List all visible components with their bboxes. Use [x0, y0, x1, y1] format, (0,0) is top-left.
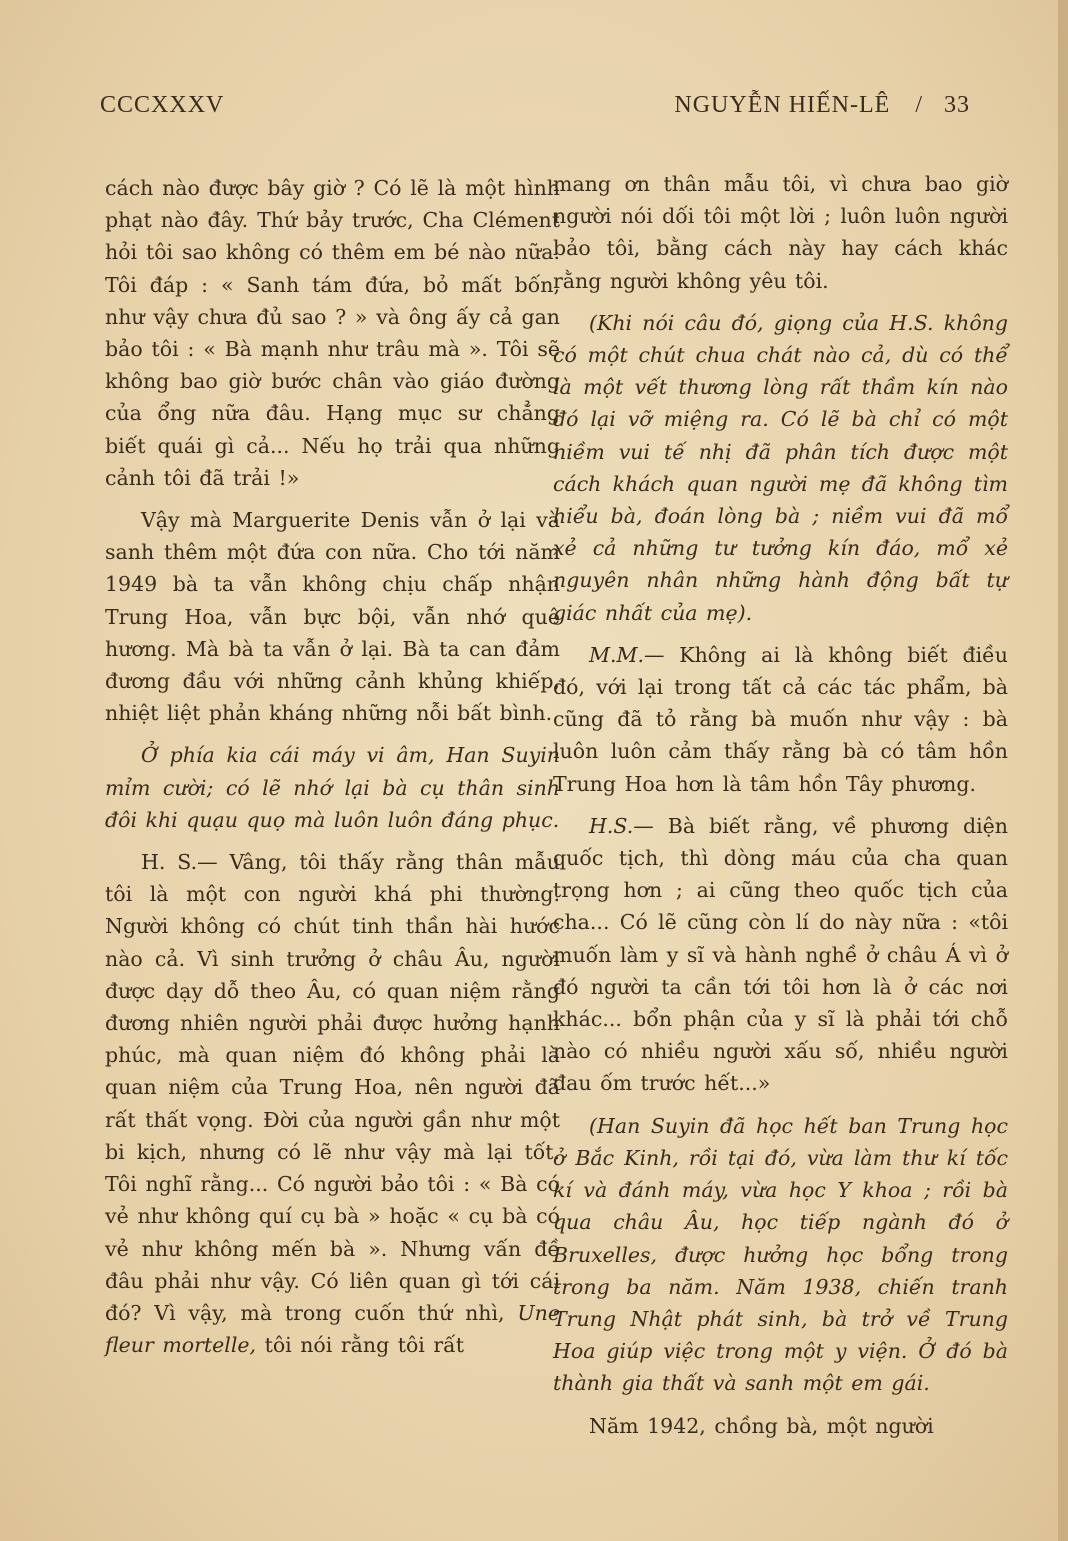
italic-note: Ở phía kia cái máy vi âm, Han Suyin mỉm cười; có lẽ nhớ lại bà cụ thân sinh đôi khi quạu quọ mà luôn luôn đáng phục. [105, 743, 560, 832]
dialogue-text: Bà biết rằng, về phương diện quốc tịch, thì dòng máu của cha quan trọng hơn ; ai cũng theo quốc tịch của cha... Có lẽ cũng còn lí do này nữa : «tôi muốn làm y sĩ và hành nghề ở châu Á vì ở đó người ta cần tới tôi hơn là ở các nơi khác... bổn phận của y sĩ là phải tới chỗ nào có nhiều người xấu số, nhiều người đau ốm trước hết...» [553, 813, 1008, 1096]
paragraph: Năm 1942, chồng bà, một người [589, 1413, 934, 1438]
speaker-label: M.M.— [589, 642, 665, 667]
italic-note: (Han Suyin đã học hết ban Trung học ở Bắc Kinh, rồi tại đó, vừa làm thư kí tốc kí và đánh máy, vừa học Y khoa ; rồi bà qua châu Âu, học tiếp ngành đó ở Bruxelles, được hưởng học bổng trong trong ba năm. Năm 1938, chiến tranh Trung Nhật phát sinh, bà trở về Trung Hoa giúp việc trong một y viện. Ở đó bà thành gia thất và sanh một em gái. [553, 1113, 1008, 1396]
header-separator: / [915, 92, 923, 118]
dialogue-text: Không ai là không biết điều đó, với lại trong tất cả các tác phẩm, bà cũng đã tỏ rằng bà muốn như vậy : bà luôn luôn cảm thấy rằng bà có tâm hồn Trung Hoa hơn là tâm hồn Tây phương. [553, 642, 1008, 796]
author-and-page [674, 92, 970, 119]
page-number: 33 [944, 92, 970, 118]
page-edge [1058, 0, 1068, 1541]
italic-note: (Khi nói câu đó, giọng của H.S. không có một chút chua chát nào cả, dù có thể là một vết thương lòng rất thầm kín nào đó lại vỡ miệng ra. Có lẽ bà chỉ có một niềm vui tế nhị đã phân tích được một cách khách quan người mẹ đã không tìm hiểu bà, đoán lòng bà ; niềm vui đã mổ xẻ cả những tư tưởng kín đáo, mổ xẻ nguyên nhân những hành động bất tự giác nhất của mẹ). [553, 310, 1008, 625]
dialogue-text-end: tôi nói rằng tôi rất [264, 1333, 464, 1358]
right-column [553, 168, 1008, 1442]
dialogue-paragraph [553, 810, 1008, 1100]
paragraph: cách nào được bây giờ ? Có lẽ là một hình phạt nào đây. Thứ bảy trước, Cha Clément hỏi tôi sao không có thêm em bé nào nữa. Tôi đáp : « Sanh tám đứa, bỏ mất bốn, như vậy chưa đủ sao ? » và ông ấy cả gan bảo tôi : « Bà mạnh như trâu mà ». Tôi sẽ không bao giờ bước chân vào giáo đường của ổng nữa đâu. Hạng mục sư chẳng biết quái gì cả... Nếu họ trải qua những cảnh tôi đã trải !» [105, 176, 560, 490]
dialogue-paragraph [105, 846, 560, 1361]
left-column [105, 172, 560, 1361]
speaker-label: H.S.— [589, 813, 654, 838]
speaker-label: H. S.— [141, 850, 218, 875]
paragraph: Vậy mà Marguerite Denis vẫn ở lại và sanh thêm một đứa con nữa. Cho tới năm 1949 bà ta vẫn không chịu chấp nhận Trung Hoa, vẫn bực bội, vẫn nhớ quê hương. Mà bà ta vẫn ở lại. Bà ta can đảm đương đầu với những cảnh khủng khiếp, nhiệt liệt phản kháng những nỗi bất bình. [105, 508, 560, 726]
dialogue-text: Vâng, tôi thấy rằng thân mẫu tôi là một con người khá phi thường. Người không có chút tinh thần hài hước nào cả. Vì sinh trưởng ở châu Âu, người được dạy dỗ theo Âu, có quan niệm rằng đương nhiên người phải được hưởng hạnh phúc, mà quan niệm đó không phải là quan niệm của Trung Hoa, nên người đã rất thất vọng. Đời của người gần như một bi kịch, nhưng có lẽ như vậy mà lại tốt. Tôi nghĩ rằng... Có người bảo tôi : « Bà có vẻ như không quí cụ bà » hoặc « cụ bà có vẻ như không mến bà ». Nhưng vấn đề đâu phải như vậy. Có liên quan gì tới cái đó? Vì vậy, mà trong cuốn thứ nhì, [105, 850, 560, 1325]
running-header [100, 92, 970, 132]
series-number: CCCXXXV [100, 92, 225, 118]
author-name: NGUYỄN HIẾN-LÊ [674, 92, 891, 118]
paragraph: mang ơn thân mẫu tôi, vì chưa bao giờ người nói dối tôi một lời ; luôn luôn người bảo tôi, bằng cách này hay cách khác rằng người không yêu tôi. [553, 172, 1008, 293]
dialogue-paragraph [553, 639, 1008, 800]
book-title: Une fleur mortelle, [105, 1300, 560, 1358]
